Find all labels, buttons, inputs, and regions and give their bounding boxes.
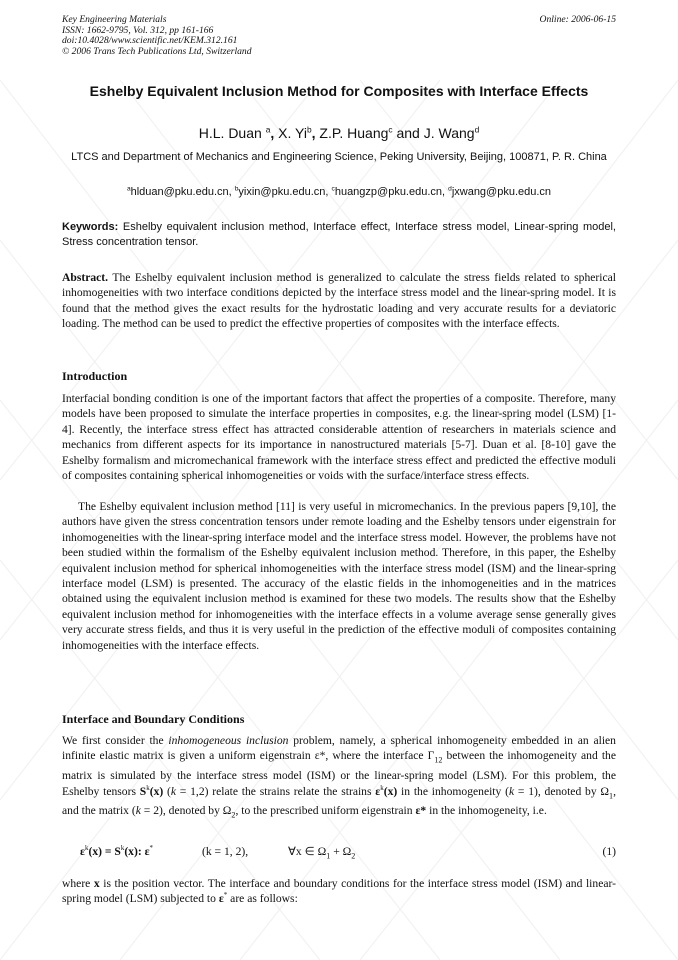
affiliation: LTCS and Department of Mechanics and Engineering Science, Peking University, Beijing, 100871, P. R. China: [71, 151, 607, 163]
online-date: Online: 2006-06-15: [539, 14, 616, 25]
abstract-text: The Eshelby equivalent inclusion method is generalized to calculate the stress fields related to spherical inhomogeneities with two interface conditions depicted by the interface stress model and the linear-spring model. It is found that the method gives the exact results for the hydrostatic loading and very accurate results for a deviatoric loading. The method can be used to predict the effective properties of composites with the interface effects.: [62, 271, 616, 331]
abstract: [62, 270, 616, 332]
keywords-label: Keywords:: [62, 221, 119, 233]
email-1[interactable]: hlduan@pku.edu.cn,: [130, 186, 232, 198]
email-2-mark: b: [234, 185, 239, 193]
journal-name: Key Engineering Materials: [62, 14, 167, 25]
email-list: [62, 185, 616, 199]
copyright-line: © 2006 Trans Tech Publications Ltd, Switzerland: [62, 45, 252, 57]
author-1-mark: a: [265, 124, 271, 135]
equation-1: [80, 844, 616, 859]
intro-paragraph-1: Interfacial bonding condition is one of the important factors that affect the properties of a composite. Therefore, many models have been proposed to simulate the interface properties in composites, e.g. the linear-spring model (LSM) [1-4]. Recently, the interface stress effect has attracted considerable attention of researchers in materials science and mechanics from different aspects for its importance in nanostructured materials [5-7]. Duan et al. [8-10] gave the Eshelby formalism and micromechanical framework with the interface stress effect and predicted the effective moduli of composites containing spherical inhomogeneities or voids with the surface/interface stress effects.: [62, 392, 616, 483]
paper-title: Eshelby Equivalent Inclusion Method for Composites with Interface Effects: [89, 83, 589, 99]
email-4[interactable]: jxwang@pku.edu.cn: [451, 186, 552, 198]
author-1: H.L. Duan: [198, 125, 262, 141]
author-4: J. Wang: [423, 125, 475, 141]
issn-line: ISSN: 1662-9795, Vol. 312, pp 161-166: [62, 24, 214, 36]
email-4-mark: d: [448, 185, 452, 193]
author-4-mark: d: [474, 124, 480, 135]
intro-heading: Introduction: [62, 369, 128, 383]
author-3: Z.P. Huang: [319, 125, 389, 141]
keywords: [62, 220, 616, 249]
email-3-mark: c: [331, 185, 335, 193]
author-and: and: [396, 125, 420, 141]
author-list: H.L. Duan $^a$, X. Yi$^b$, Z.P. Huang$^c$ and J. Wang$^d$: [198, 124, 480, 141]
abstract-label: Abstract.: [62, 271, 109, 284]
author-2: X. Yi: [278, 125, 307, 141]
closing-paragraph: where x is the position vector. The interface and boundary conditions for the interface stress model (ISM) and linear-spring model (LSM) subjected to ε* are as follows:: [62, 877, 616, 906]
doi-line: doi:10.4028/www.scientific.net/KEM.312.161: [62, 35, 238, 47]
section-heading-interface: Interface and Boundary Conditions: [62, 712, 245, 726]
equation-domain: ∀x ∈ $\Omega_1 + \Omega_2$: [288, 845, 356, 861]
equation-condition: (k = 1, 2),: [202, 845, 249, 858]
equation-number: (1): [602, 845, 616, 858]
intro-paragraph-2: The Eshelby equivalent inclusion method [11] is very useful in micromechanics. In the previous papers [9,10], the authors have given the stress concentration tensors under remote loading and the Eshelby tensors under eigenstrain for inhomogeneities with the linear-spring interface model and the interface stress model. However, the problems have not been studied within the formalism of the Eshelby equivalent inclusion method. Therefore, in this paper, the Eshelby equivalent inclusion method for spherical inhomogeneities with the interface stress model (ISM) and the linear-spring interface model (LSM) is presented. The accuracy of the elastic fields in the inhomogeneities and in the matrices obtained using the equivalent inclusion method is examined for these two models. The results show that the Eshelby equivalent inclusion method for inhomogeneities with the interface effects in a volume average sense generally gives very accurate stress fields, and thus it is very useful in the prediction of the effective moduli of composites containing inhomogeneities with the interface effects.: [62, 500, 616, 652]
email-3[interactable]: huangzp@pku.edu.cn,: [334, 186, 446, 198]
keywords-text: Eshelby equivalent inclusion method, Interface effect, Interface stress model, Linear-spring model, Stress concentration tensor.: [62, 221, 616, 248]
journal-header: [62, 15, 616, 57]
equation-lhs: $\varepsilon^k(x) = S^k(x)$: ε*: [80, 844, 154, 858]
author-2-mark: b: [306, 124, 312, 135]
section-paragraph: We first consider the inhomogeneous inclusion problem, namely, a spherical inhomogeneity embedded in an alien infinite elastic matrix is given a uniform eigenstrain ε*, where the interface $\Gamma_{12}$ between the inhomogeneity and the matrix is simulated by the interface stress model (ISM) or the linear-spring model (LSM). For this problem, the Eshelby tensors $S^k(x) (k = 1,2)$ relate the strains relate the strains $\varepsilon^k(x)$ in the inhomogeneity (k = 1), denoted by $\Omega_1$, and the matrix (k = 2), denoted by $\Omega_2$, to the prescribed uniform eigenstrain ε* in the inhomogeneity, i.e.: [62, 734, 616, 820]
author-3-mark: c: [388, 124, 393, 135]
email-2[interactable]: yixin@pku.edu.cn,: [238, 186, 329, 198]
email-1-mark: a: [126, 185, 131, 193]
